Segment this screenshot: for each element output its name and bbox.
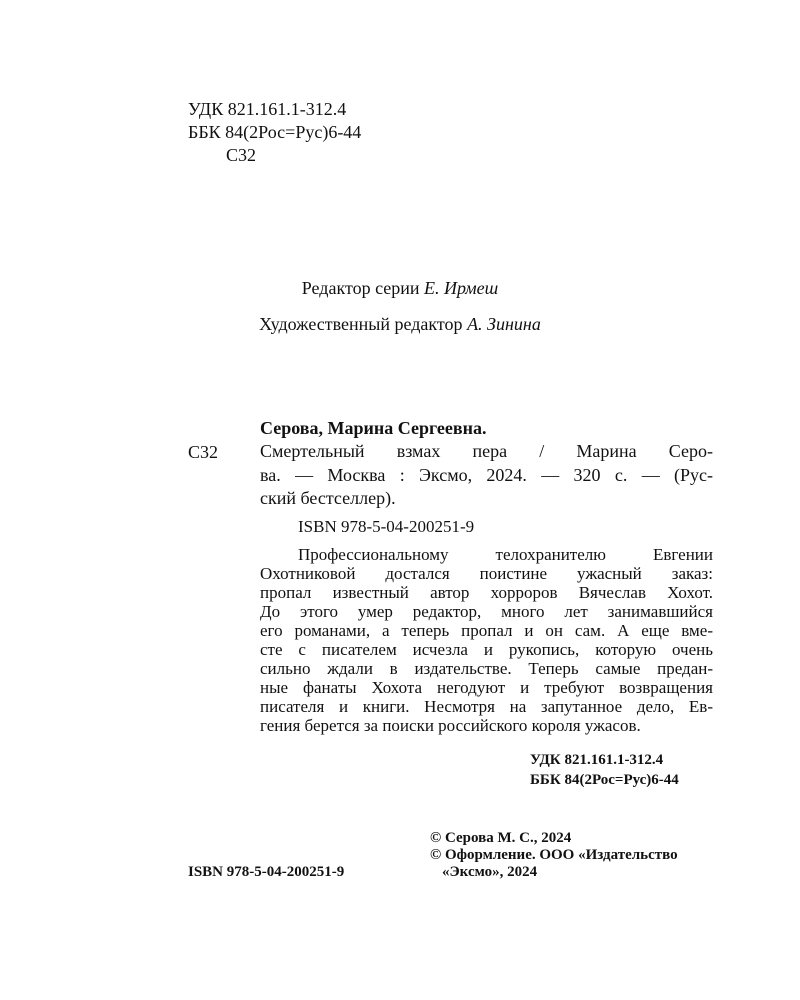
art-editor-line — [0, 314, 800, 334]
art-editor-label: Художественный редактор — [259, 314, 468, 334]
series-editor-label: Редактор серии — [301, 278, 425, 298]
isbn-entry: ISBN 978-5-04-200251-9 — [298, 517, 475, 536]
abstract-line: До этого умер редактор, много лет занимавшийся — [260, 602, 713, 621]
entry-line: Смертельный взмах пера / Марина Серо- — [260, 441, 713, 461]
abstract-line: гения берется за поиски российского короля ужасов. — [260, 716, 641, 735]
copyright-design: © Оформление. ООО «Издательство — [430, 847, 678, 863]
abstract-line: его романами, а теперь пропал и он сам. А еще вме- — [260, 621, 713, 640]
udk-code-top: УДК 821.161.1-312.4 — [188, 99, 347, 119]
entry-line: ский бестселлер). — [260, 488, 396, 508]
isbn-bottom: ISBN 978-5-04-200251-9 — [188, 864, 345, 880]
author-heading: Серова, Марина Сергеевна. — [260, 418, 487, 438]
series-editor-line — [0, 278, 800, 298]
copyright-design-cont: «Эксмо», 2024 — [442, 864, 538, 880]
abstract-line: Профессиональному телохранителю Евгении — [298, 545, 713, 564]
udk-code-bottom: УДК 821.161.1-312.4 — [530, 752, 664, 768]
author-mark-top: С32 — [226, 145, 257, 165]
abstract-line: Охотниковой достался поистине ужасный заказ: — [260, 564, 713, 583]
series-editor-name: Е. Ирмеш — [424, 278, 499, 298]
abstract-line: сильно ждали в издательстве. Теперь самые предан- — [260, 659, 713, 678]
abstract-line: ные фанаты Хохота негодуют и требуют возвращения — [260, 678, 713, 697]
author-mark-entry: С32 — [188, 442, 219, 462]
abstract-line: пропал известный автор хорроров Вячеслав Хохот. — [260, 583, 713, 602]
bbk-code-top: ББК 84(2Рос=Рус)6-44 — [188, 122, 362, 142]
entry-line: ва. — Москва : Эксмо, 2024. — 320 с. — (Рус- — [260, 465, 713, 485]
art-editor-name: А. Зинина — [467, 314, 541, 334]
abstract-line: сте с писателем исчезла и рукопись, которую очень — [260, 640, 713, 659]
abstract-line: писателя и книги. Несмотря на запутанное дело, Ев- — [260, 697, 713, 716]
bbk-code-bottom: ББК 84(2Рос=Рус)6-44 — [530, 772, 679, 788]
copyright-author: © Серова М. С., 2024 — [430, 830, 572, 846]
